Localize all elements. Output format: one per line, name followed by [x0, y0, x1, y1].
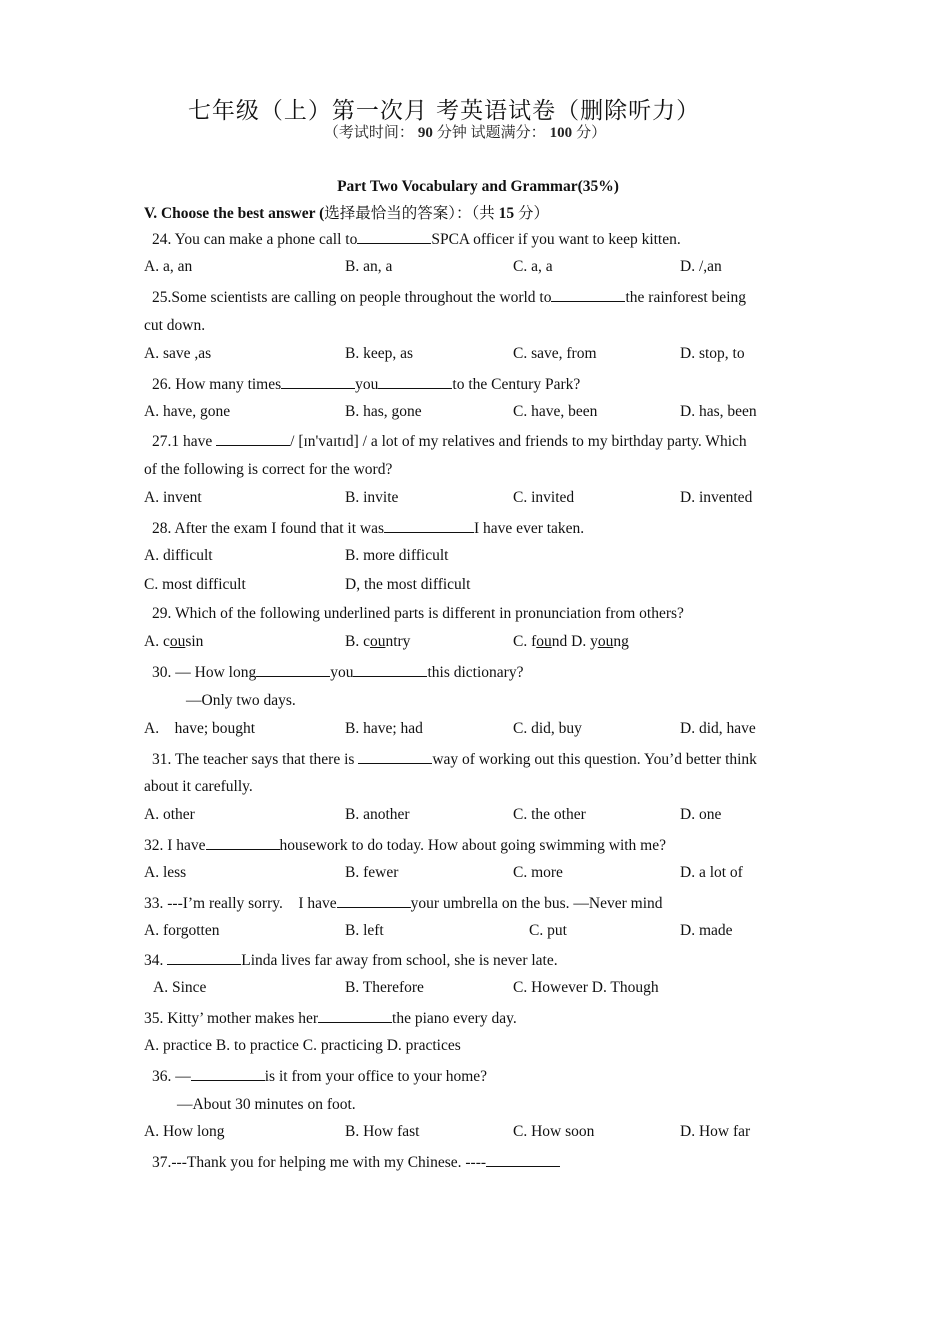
question-34	[144, 950, 558, 971]
score-value: 100	[549, 125, 573, 141]
question-text: 24. You can make a phone call to	[152, 231, 358, 248]
answer-blank	[281, 374, 355, 389]
option-c: C. did, buy	[513, 720, 582, 737]
question-text: 27.1 have	[152, 433, 213, 450]
option-d: D. How far	[680, 1123, 751, 1140]
question-text: way of working out this question. You’d better think	[432, 751, 757, 768]
question-text: housework to do today. How about going swimming with me?	[279, 837, 667, 854]
option-b: B. country	[345, 633, 411, 650]
option-d: D. made	[680, 922, 733, 939]
option-d: D. invented	[680, 489, 753, 506]
answer-blank	[191, 1066, 265, 1081]
option-a: A. cousin	[144, 633, 204, 650]
question-35	[144, 1008, 517, 1029]
section-post: 分）	[518, 205, 550, 222]
question-text: 26. How many times	[152, 376, 282, 393]
answer-blank	[206, 835, 280, 850]
question-text: you	[330, 664, 354, 681]
options-line: A. practice B. to practice C. practicing D. practices	[144, 1037, 461, 1054]
section-cn: 选择最恰当的答案）：（共	[324, 205, 495, 222]
question-28	[152, 518, 584, 539]
question-text: / [ɪn'vaɪtɪd] / a lot of my relatives and friends to my birthday party. Which	[290, 433, 747, 450]
question-27	[152, 431, 747, 452]
question-25	[152, 287, 746, 308]
question-31	[152, 749, 757, 770]
question-continuation: —About 30 minutes on foot.	[177, 1096, 356, 1113]
option-c: C. the other	[513, 806, 586, 823]
question-26	[152, 374, 580, 395]
question-text: 28. After the exam I found that it was	[152, 520, 385, 537]
question-text: SPCA officer if you want to keep kitten.	[431, 231, 681, 248]
question-text: 36. —	[152, 1068, 191, 1085]
question-text: 25.Some scientists are calling on people throughout the world to	[152, 289, 552, 306]
option-b: B. an, a	[345, 258, 393, 275]
question-33	[144, 893, 663, 914]
question-text: this dictionary?	[427, 664, 524, 681]
option-b: B. invite	[345, 489, 399, 506]
question-24	[152, 229, 681, 250]
question-text: 31. The teacher says that there is	[152, 751, 355, 768]
option-c: C. save, from	[513, 345, 597, 362]
question-text: your umbrella on the bus. —Never mind	[410, 895, 663, 912]
question-text: the piano every day.	[392, 1010, 517, 1027]
part-heading: Part Two Vocabulary and Grammar(35%)	[337, 178, 619, 195]
option-c: C. have, been	[513, 403, 598, 420]
answer-blank	[216, 431, 290, 446]
option-c: C. more	[513, 864, 563, 881]
question-text: 32. I have	[144, 837, 206, 854]
option-a: A. How long	[144, 1123, 225, 1140]
option-c: C. put	[529, 922, 567, 939]
answer-blank	[357, 229, 431, 244]
option-b: B. How fast	[345, 1123, 420, 1140]
question-text: I have ever taken.	[474, 520, 585, 537]
answer-blank	[167, 950, 241, 965]
question-29: 29. Which of the following underlined parts is different in pronunciation from others?	[152, 605, 684, 622]
option-c: C. most difficult	[144, 576, 246, 593]
answer-blank	[384, 518, 474, 533]
question-text: is it from your office to your home?	[264, 1068, 488, 1085]
question-continuation: about it carefully.	[144, 778, 253, 795]
option-b: B. another	[345, 806, 410, 823]
question-text: to the Century Park?	[452, 376, 581, 393]
option-a: A. save ,as	[144, 345, 212, 362]
answer-blank	[486, 1152, 560, 1167]
exam-info	[0, 121, 930, 142]
option-c: C. a, a	[513, 258, 553, 275]
time-value: 90	[417, 125, 433, 141]
answer-blank	[337, 893, 411, 908]
option-a: A. forgotten	[144, 922, 220, 939]
answer-blank	[256, 662, 330, 677]
option-a: A. Since	[153, 979, 207, 996]
page-title: 七年级（上）第一次月 考英语试卷（删除听力）	[187, 98, 701, 124]
option-b: B. left	[345, 922, 384, 939]
option-d: D. did, have	[680, 720, 756, 737]
option-a: A. other	[144, 806, 195, 823]
question-text: 33. ---I’m really sorry. I have	[144, 895, 337, 912]
option-d: D. a lot of	[680, 864, 743, 881]
option-b: B. keep, as	[345, 345, 414, 362]
option-c: C. invited	[513, 489, 575, 506]
answer-blank	[378, 374, 452, 389]
option-b: B. fewer	[345, 864, 399, 881]
question-text: 34.	[144, 952, 164, 969]
option-a: A. invent	[144, 489, 202, 506]
subtitle-pre: （考试时间：	[323, 125, 414, 141]
question-text: the rainforest being	[625, 289, 746, 306]
option-c: C. How soon	[513, 1123, 595, 1140]
answer-blank	[358, 749, 432, 764]
option-d: D. has, been	[680, 403, 757, 420]
option-a: A. have; bought	[144, 720, 256, 737]
answer-blank	[551, 287, 625, 302]
option-c-d: C. found D. young	[513, 633, 629, 650]
section-points: 15	[498, 205, 515, 222]
question-30	[152, 662, 523, 683]
option-a: A. a, an	[144, 258, 193, 275]
section-label: V. Choose the best answer (	[144, 205, 325, 222]
option-d: D, the most difficult	[345, 576, 471, 593]
question-continuation: cut down.	[144, 317, 206, 334]
question-36	[152, 1066, 487, 1087]
time-unit: 分钟 试题满分：	[436, 125, 546, 141]
option-c-d: C. However D. Though	[513, 979, 659, 996]
option-b: B. has, gone	[345, 403, 422, 420]
option-b: B. more difficult	[345, 547, 449, 564]
question-text: 37.---Thank you for helping me with my Chinese. ----	[152, 1154, 487, 1171]
question-37	[152, 1152, 560, 1173]
answer-blank	[353, 662, 427, 677]
option-a: A. less	[144, 864, 187, 881]
option-a: A. have, gone	[144, 403, 231, 420]
question-text: 30. — How long	[152, 664, 257, 681]
subtitle-post: 分）	[576, 125, 607, 141]
option-a: A. difficult	[144, 547, 213, 564]
option-d: D. stop, to	[680, 345, 745, 362]
question-text: 35. Kitty’ mother makes her	[144, 1010, 319, 1027]
answer-blank	[318, 1008, 392, 1023]
question-text: you	[355, 376, 379, 393]
question-32	[144, 835, 666, 856]
question-text: Linda lives far away from school, she is never late.	[241, 952, 558, 969]
section-heading	[144, 201, 549, 223]
question-continuation: of the following is correct for the word?	[144, 461, 393, 478]
option-d: D. one	[680, 806, 722, 823]
option-d: D. /,an	[680, 258, 722, 275]
question-continuation: —Only two days.	[186, 692, 296, 709]
option-b: B. Therefore	[345, 979, 424, 996]
option-b: B. have; had	[345, 720, 423, 737]
